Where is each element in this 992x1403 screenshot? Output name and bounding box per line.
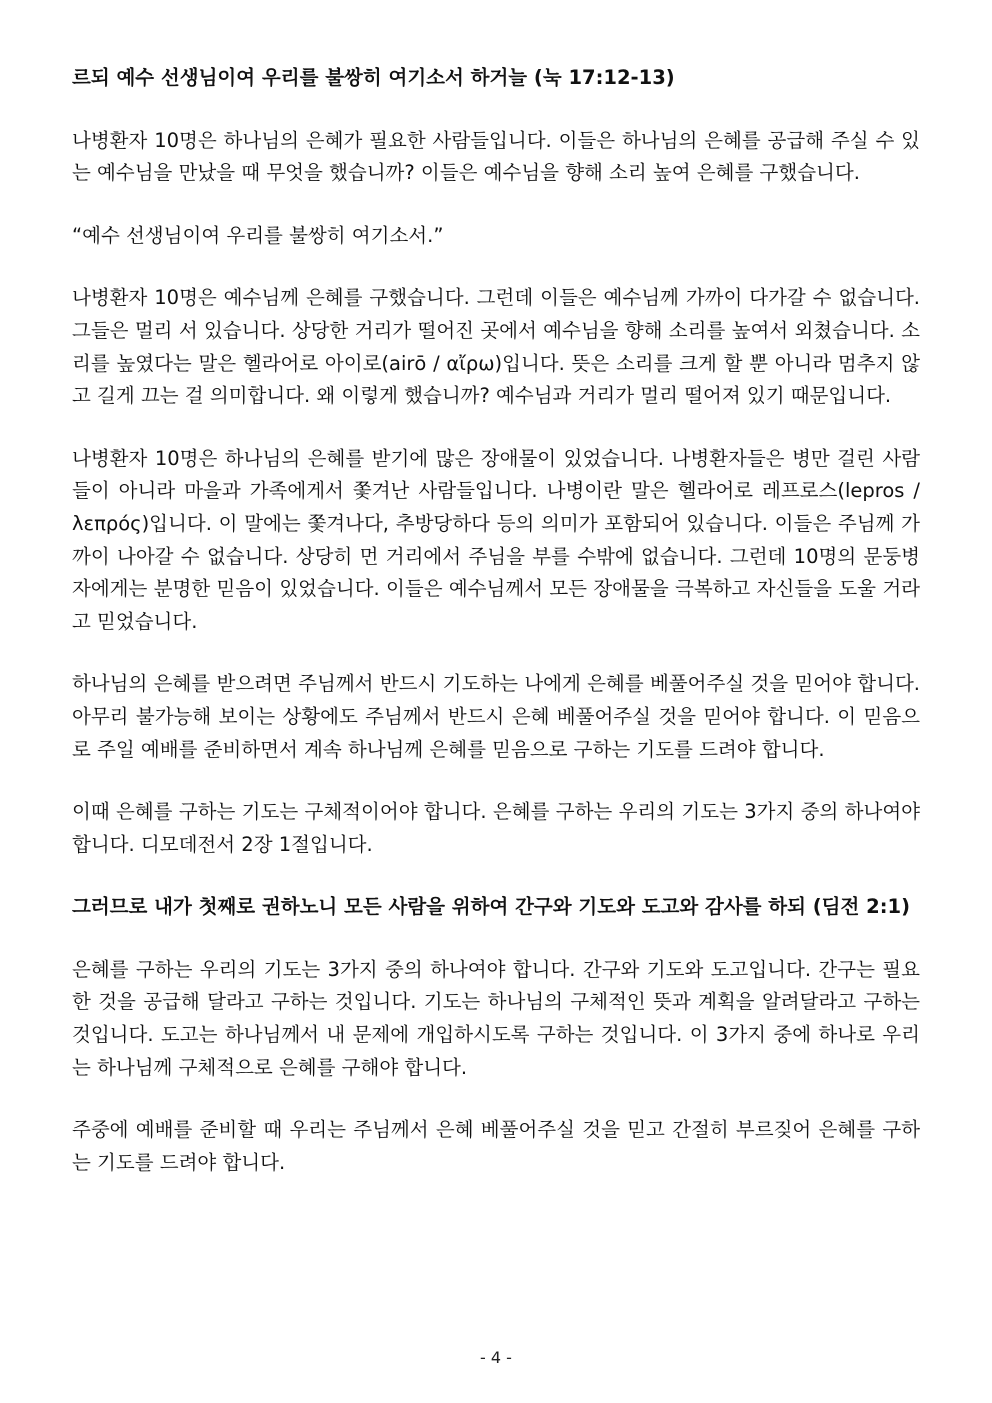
scripture-quote-timothy: 그러므로 내가 첫째로 권하노니 모든 사람을 위하여 간구와 기도와 도고와 감사를 하되 (딤전 2:1) — [72, 895, 910, 919]
body-paragraph: 나병환자 10명은 하나님의 은혜가 필요한 사람들입니다. 이들은 하나님의 은혜를 공급해 주실 수 있는 예수님을 만났을 때 무엇을 했습니까? 이들은 예수님을 향해 소리 높여 은혜를 구했습니다. — [72, 128, 920, 185]
quoted-line: “예수 선생님이여 우리를 불쌍히 여기소서.” — [72, 223, 444, 247]
document-page — [72, 62, 920, 1209]
page-number: - 4 - — [480, 1348, 512, 1367]
body-paragraph: 주중에 예배를 준비할 때 우리는 주님께서 은혜 베풀어주실 것을 믿고 간절히 부르짖어 은혜를 구하는 기도를 드려야 합니다. — [72, 1118, 920, 1174]
body-paragraph: 은혜를 구하는 우리의 기도는 3가지 중의 하나여야 합니다. 간구와 기도와 도고입니다. 간구는 필요한 것을 공급해 달라고 구하는 것입니다. 기도는 하나님의 구체적인 뜻과 계획을 알려달라고 구하는 것입니다. 도고는 하나님께서 내 문제에 개입하시도록 구하는 것입니다. 이 3가지 중에 하나로 우리는 하나님께 구체적으로 은혜를 구해야 합니다. — [72, 957, 920, 1079]
body-paragraph: 나병환자 10명은 예수님께 은혜를 구했습니다. 그런데 이들은 예수님께 가까이 다가갈 수 없습니다. 그들은 멀리 서 있습니다. 상당한 거리가 떨어진 곳에서 예수님을 향해 소리를 높여서 외쳤습니다. 소리를 높였다는 말은 헬라어로 아이로(airō / αἴρω)입니다. 뜻은 소리를 크게 할 뿐 아니라 멈추지 않고 길게 끄는 걸 의미합니다. 왜 이렇게 했습니까? 예수님과 거리가 멀리 떨어져 있기 때문입니다. — [72, 286, 920, 408]
body-paragraph: 하나님의 은혜를 받으려면 주님께서 반드시 기도하는 나에게 은혜를 베풀어주실 것을 믿어야 합니다. 아무리 불가능해 보이는 상황에도 주님께서 반드시 은혜 베풀어주실 것을 믿어야 합니다. 이 믿음으로 주일 예배를 준비하면서 계속 하나님께 은혜를 믿음으로 구하는 기도를 드려야 합니다. — [72, 672, 920, 761]
body-paragraph: 이때 은혜를 구하는 기도는 구체적이어야 합니다. 은혜를 구하는 우리의 기도는 3가지 중의 하나여야 합니다. 디모데전서 2장 1절입니다. — [72, 800, 920, 856]
body-paragraph: 나병환자 10명은 하나님의 은혜를 받기에 많은 장애물이 있었습니다. 나병환자들은 병만 걸린 사람들이 아니라 마을과 가족에게서 쫓겨난 사람들입니다. 나병이란 말은 헬라어로 레프로스(lepros / λεπρός)입니다. 이 말에는 쫓겨나다, 추방당하다 등의 의미가 포함되어 있습니다. 이들은 주님께 가까이 나아갈 수 없습니다. 상당히 먼 거리에서 주님을 부를 수밖에 없습니다. 그런데 10명의 문둥병자에게는 분명한 믿음이 있었습니다. 이들은 예수님께서 모든 장애물을 극복하고 자신들을 도울 거라고 믿었습니다. — [72, 446, 920, 633]
scripture-quote-luke: 르되 예수 선생님이여 우리를 불쌍히 여기소서 하거늘 (눅 17:12-13) — [72, 66, 675, 89]
